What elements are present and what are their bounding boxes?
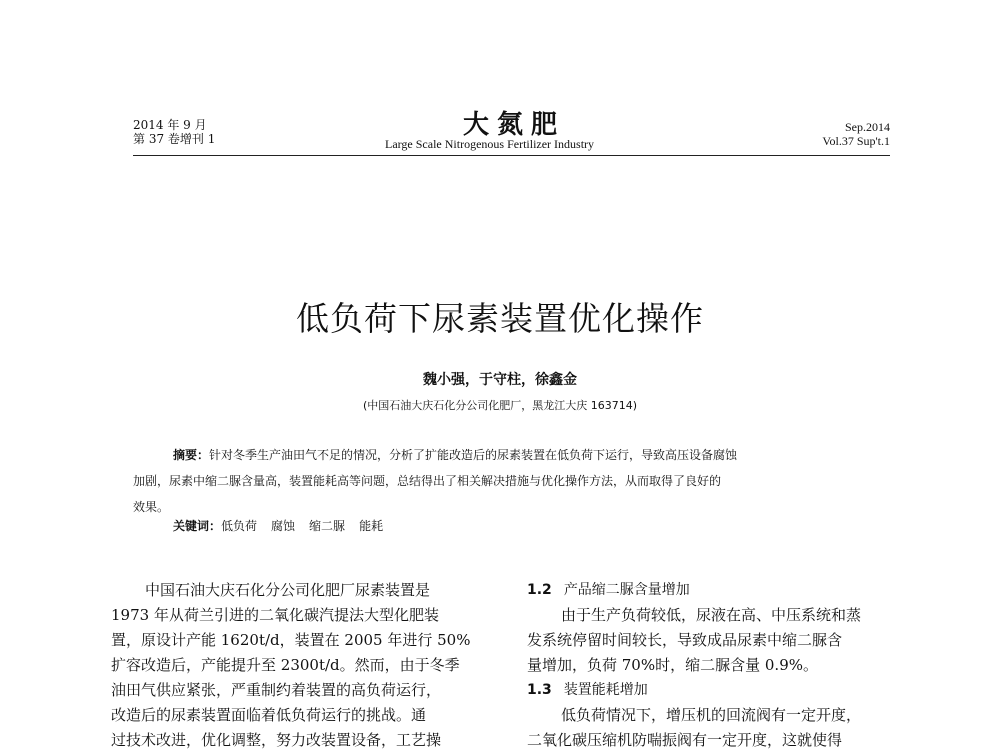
volume-en: Vol.37 Sup't.1 bbox=[822, 134, 890, 148]
abstract-label: 摘要： bbox=[173, 448, 210, 462]
body-line: 量增加，负荷 70%时，缩二脲含量 0.9%。 bbox=[527, 656, 818, 674]
section-number: 1.3 bbox=[527, 682, 552, 698]
body-line: 改造后的尿素装置面临着低负荷运行的挑战。通 bbox=[111, 706, 427, 724]
section-title: 产品缩二脲含量增加 bbox=[563, 582, 690, 598]
keyword: 低负荷 bbox=[221, 519, 258, 533]
date-cn: 2014 年 9 月 bbox=[133, 118, 207, 132]
affiliation: (中国石油大庆石化分公司化肥厂，黑龙江大庆 163714) bbox=[362, 399, 638, 412]
date-en: Sep.2014 bbox=[845, 120, 890, 134]
body-column-right bbox=[527, 578, 892, 753]
volume-cn: 第 37 卷增刊 1 bbox=[133, 132, 216, 146]
section-title: 装置能耗增加 bbox=[563, 682, 648, 698]
keywords bbox=[173, 517, 397, 534]
body-line: 中国石油大庆石化分公司化肥厂尿素装置是 bbox=[145, 581, 431, 599]
body-line: 由于生产负荷较低，尿液在高、中压系统和蒸 bbox=[561, 606, 862, 624]
article-title: 低负荷下尿素装置优化操作 bbox=[296, 299, 704, 338]
body-line: 过技术改进，优化调整，努力改装置设备，工艺操 bbox=[111, 731, 442, 749]
journal-logo: 大氮肥 bbox=[463, 110, 566, 140]
keyword: 缩二脲 bbox=[309, 519, 346, 533]
body-line: 扩容改造后，产能提升至 2300t/d。然而，由于冬季 bbox=[111, 656, 460, 674]
body-line: 油田气供应紧张，严重制约着装置的高负荷运行， bbox=[111, 681, 442, 699]
journal-name-en: Large Scale Nitrogenous Fertilizer Industry bbox=[385, 137, 595, 151]
header-left bbox=[133, 118, 215, 146]
header-divider bbox=[133, 155, 890, 156]
body-line: 低负荷情况下，增压机的回流阀有一定开度， bbox=[561, 706, 862, 724]
body-line: 发系统停留时间较长，导致成品尿素中缩二脲含 bbox=[527, 631, 843, 649]
abstract-line: 摘要：针对冬季生产油田气不足的情况，分析了扩能改造后的尿素装置在低负荷下运行，导致高压设备腐蚀 bbox=[173, 448, 738, 462]
header-right bbox=[822, 120, 890, 148]
section-heading bbox=[527, 678, 892, 703]
section-heading bbox=[527, 578, 892, 603]
abstract-line: 加剧，尿素中缩二脲含量高，装置能耗高等问题，总结得出了相关解决措施与优化操作方法，从而取得了良好的 bbox=[133, 474, 722, 488]
body-line: 置，原设计产能 1620t/d，装置在 2005 年进行 50% bbox=[111, 631, 471, 649]
authors: 魏小强，于守柱，徐鑫金 bbox=[423, 372, 577, 388]
body-line: 1973 年从荷兰引进的二氧化碳汽提法大型化肥装 bbox=[111, 606, 439, 624]
keywords-label: 关键词： bbox=[173, 519, 222, 533]
abstract bbox=[133, 442, 890, 520]
body-line: 二氧化碳压缩机防喘振阀有一定开度，这就使得 bbox=[527, 731, 843, 749]
keyword: 能耗 bbox=[359, 519, 384, 533]
keyword: 腐蚀 bbox=[271, 519, 296, 533]
body-column-left bbox=[111, 578, 476, 753]
abstract-line: 效果。 bbox=[133, 500, 170, 514]
section-number: 1.2 bbox=[527, 582, 552, 598]
